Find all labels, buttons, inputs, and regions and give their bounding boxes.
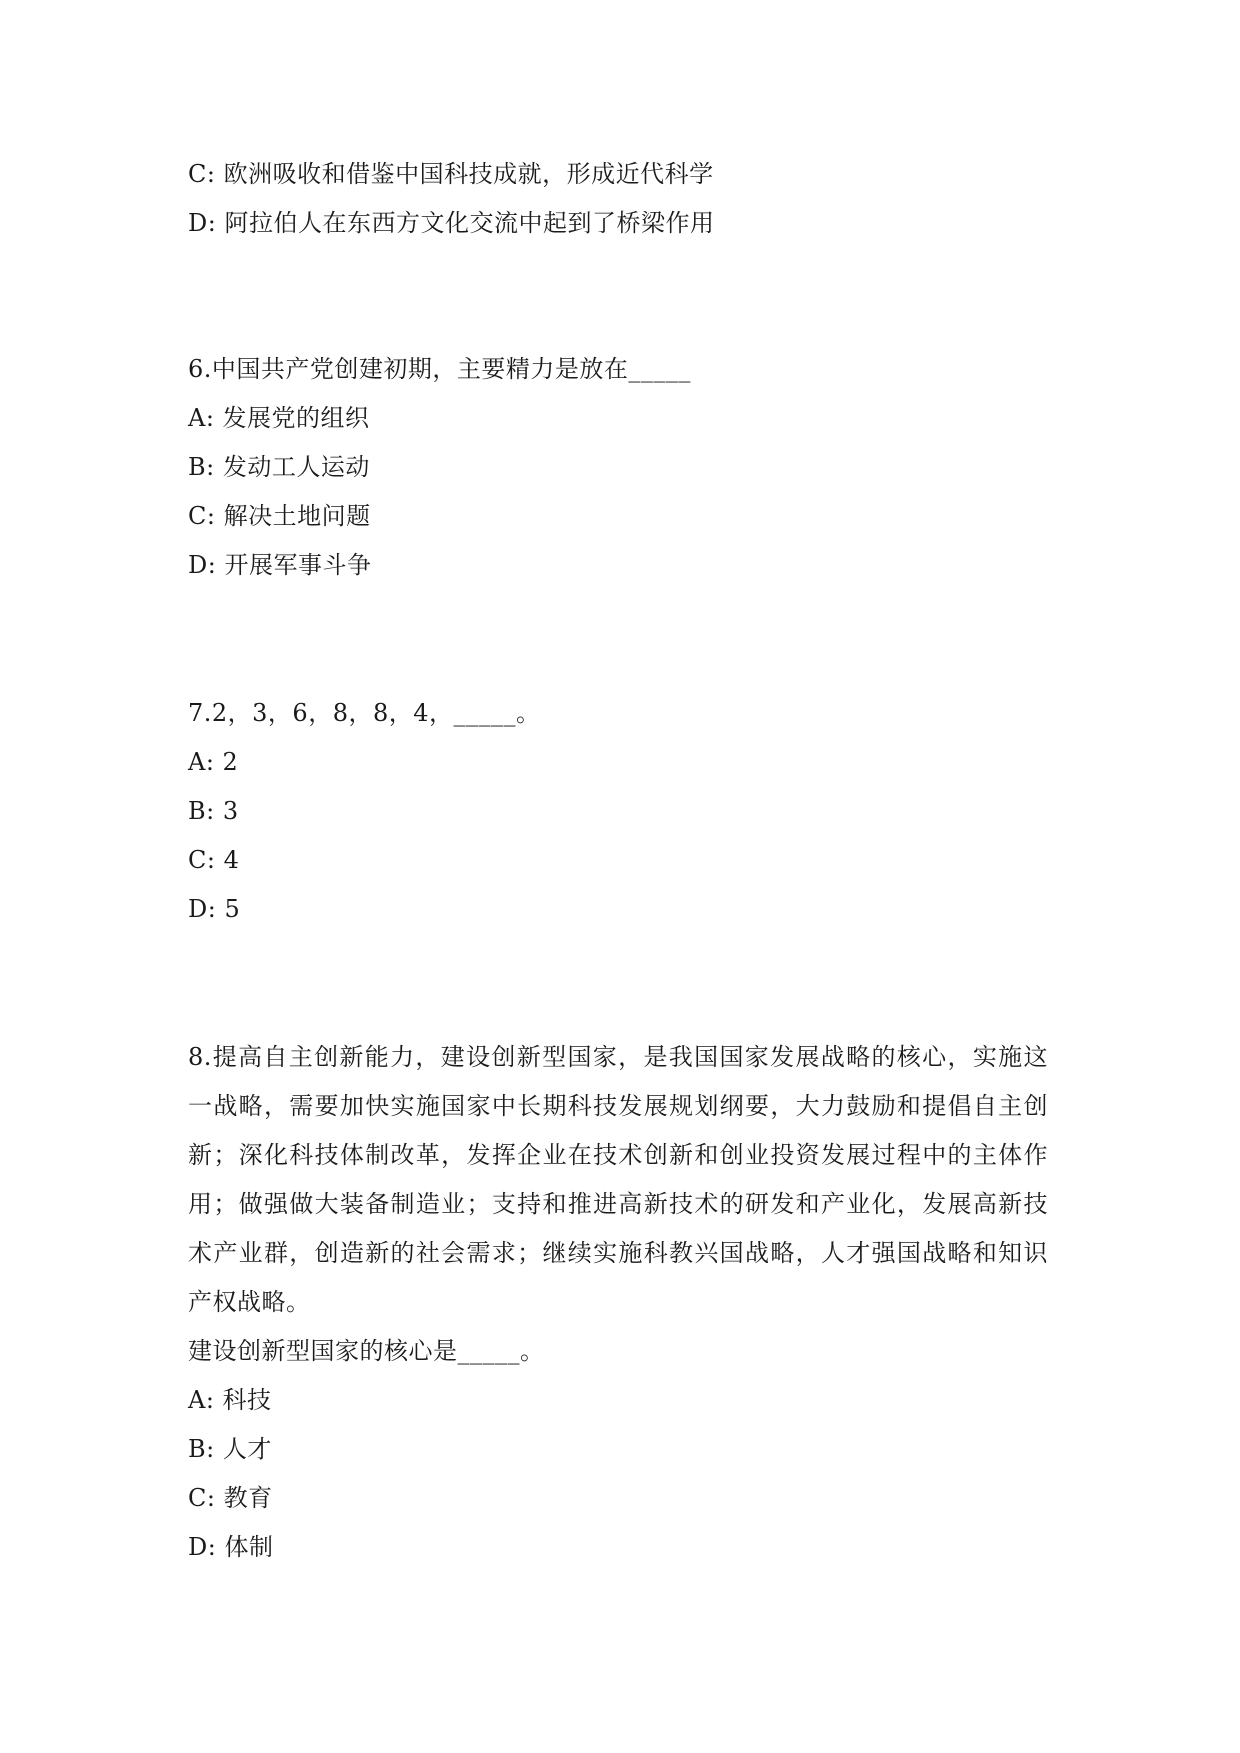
question-5-options <box>188 150 1048 248</box>
option-d: D: 体制 <box>188 1533 274 1561</box>
spacer <box>188 248 1048 345</box>
passage-line: 术产业群，创造新的社会需求；继续实施科教兴国战略，人才强国战略和知识 <box>188 1239 1048 1267</box>
passage-line: 用；做强做大装备制造业；支持和推进高新技术的研发和产业化，发展高新技 <box>188 1190 1048 1218</box>
option-b: B: 人才 <box>188 1435 272 1463</box>
option-c: C: 欧洲吸收和借鉴中国科技成就，形成近代科学 <box>188 160 714 188</box>
passage-line: 8.提高自主创新能力，建设创新型国家，是我国国家发展战略的核心，实施这 <box>188 1043 1048 1071</box>
option-b: B: 3 <box>188 797 239 825</box>
passage-line: 新；深化科技体制改革，发挥企业在技术创新和创业投资发展过程中的主体作 <box>188 1141 1048 1169</box>
option-c: C: 教育 <box>188 1484 273 1512</box>
option-c: C: 解决土地问题 <box>188 502 371 530</box>
passage-line: 产权战略。 <box>188 1288 311 1316</box>
option-b: B: 发动工人运动 <box>188 453 370 481</box>
option-d: D: 5 <box>188 895 241 923</box>
option-d: D: 阿拉伯人在东西方文化交流中起到了桥梁作用 <box>188 209 715 237</box>
question-stem: 6.中国共产党创建初期，主要精力是放在_____ <box>188 355 691 383</box>
option-c: C: 4 <box>188 846 240 874</box>
question-7 <box>188 689 1048 934</box>
option-a: A: 发展党的组织 <box>188 404 370 432</box>
passage-line: 一战略，需要加快实施国家中长期科技发展规划纲要，大力鼓励和提倡自主创 <box>188 1092 1048 1120</box>
document-page <box>188 150 1048 1572</box>
question-stem: 7.2，3，6，8，8，4，_____。 <box>188 699 541 727</box>
option-a: A: 2 <box>188 748 239 776</box>
option-d: D: 开展军事斗争 <box>188 551 372 579</box>
question-6 <box>188 345 1048 590</box>
question-stem: 建设创新型国家的核心是_____。 <box>188 1337 545 1365</box>
question-8 <box>188 1033 1048 1572</box>
option-a: A: 科技 <box>188 1386 272 1414</box>
spacer <box>188 590 1048 689</box>
spacer <box>188 934 1048 1033</box>
question-passage <box>188 1033 1048 1327</box>
